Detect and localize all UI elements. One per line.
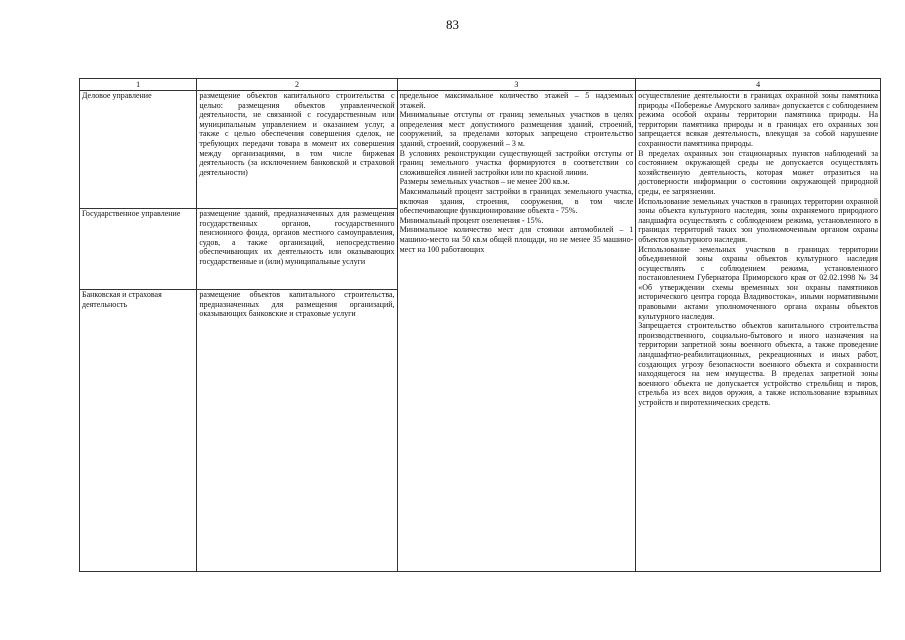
use-name-cell: Банковская и страховая деятельность <box>80 290 197 572</box>
page-number: 83 <box>446 17 459 32</box>
parameters-cell <box>397 91 636 572</box>
parameter-text: В условиях реконструкции существующей застройки отступы от границ земельного участка формируются в соответствии со сложившейся линией застройки или по красной линии. <box>399 148 634 177</box>
use-description-cell: размещение объектов капитального строительства, предназначенных для размещения организаций, оказывающих банковские и страховые услуги <box>197 290 397 572</box>
parameter-text: предельное максимальное количество этажей – 5 надземных этажей. <box>399 91 634 110</box>
parameter-text: Минимальные отступы от границ земельных участков в целях определения мест допустимого размещения зданий, строений, сооружений, за пределами которых запрещено строительство зданий, строений, сооружений – 3 м. <box>399 110 634 148</box>
land-use-table <box>79 78 881 572</box>
parameter-text: Размеры земельных участков – не менее 200 кв.м. <box>399 177 570 187</box>
parameter-text: Минимальное количество мест для стоянки автомобилей – 1 машино-место на 50 кв.м общей площади, но не менее 35 машино-мест на 100 работающих <box>399 225 634 254</box>
use-name-cell: Государственное управление <box>80 209 197 290</box>
use-description-cell: размещение зданий, предназначенных для размещения государственных органов, государственного пенсионного фонда, органов местного самоуправления, судов, а также организаций, непосредственно обеспечивающих их деятельность или оказывающих государственные и (или) муниципальные услуги <box>197 209 397 290</box>
parameter-text: Максимальный процент застройки в границах земельного участка, включая здания, строения, сооружения, в том числе обеспечивающие функционирование объекта - 75%. <box>399 186 634 216</box>
restriction-text: Использование земельных участков в границах территории объединенной зоны охраны объектов культурного наследия осуществлять с соблюдением режима, установленного постановлением Губернатора Приморского края от 02.02.1998 № 34 «Об утверждении схемы временных зон охраны памятников исторического центра города Владивостока», иными нормативными правовыми актами уполномоченного органа охраны объектов культурного наследия. <box>638 244 878 321</box>
column-header: 2 <box>197 79 397 91</box>
table-header-row <box>80 79 881 91</box>
column-header: 3 <box>397 79 636 91</box>
use-name-cell: Деловое управление <box>80 91 197 209</box>
parameter-text: Минимальный процент озеленения - 15%. <box>399 215 544 225</box>
restriction-text: осуществление деятельности в границах охранной зоны памятника природы «Побережье Амурского залива» допускается с соблюдением режима особой охраны территории памятника природы. На территории памятника природы и в границах его охранных зон запрещается всякая деятельность, влекущая за собой нарушение сохранности памятника природы. <box>638 91 878 148</box>
column-header: 1 <box>80 79 197 91</box>
restriction-text: В пределах охранных зон стационарных пунктов наблюдений за состоянием окружающей среды не допускается осуществлять хозяйственную деятельность, которая может отразиться на достоверности информации о состоянии окружающей природной среды, ее загрязнении. <box>638 148 878 196</box>
use-description-cell: размещение объектов капитального строительства с целью: размещения объектов управленческой деятельности, не связанной с государственным или муниципальным управлением и оказанием услуг, а также с целью обеспечения совершения сделок, не требующих передачи товара в момент их совершения между организациями, в том числе биржевая деятельность (за исключением банковской и страховой деятельности) <box>197 91 397 209</box>
restriction-text: Использование земельных участков в границах территории охранной зоны объекта культурного наследия, зоны охраняемого природного ландшафта осуществлять с соблюдением режима, установленного в границах территорий таких зон уполномоченным органом охраны объектов культурного наследия. <box>638 196 878 244</box>
restrictions-cell <box>636 91 881 572</box>
column-header: 4 <box>636 79 881 91</box>
table-row <box>80 91 881 209</box>
restriction-text: Запрещается строительство объектов капитального строительства производственного, социально-бытового и иного назначения на территории запретной зоны военного объекта, а также проведение ландшафтно-реабилитационных, рекреационных и иных работ, создающих угрозу безопасности военного объекта и сохранности находящегося на нем имущества. В пределах запретной зоны военного объекта не допускается устройство стрельбищ и тиров, стрельба из всех видов оружия, а также использование взрывных устройств и пиротехнических средств. <box>638 321 878 407</box>
